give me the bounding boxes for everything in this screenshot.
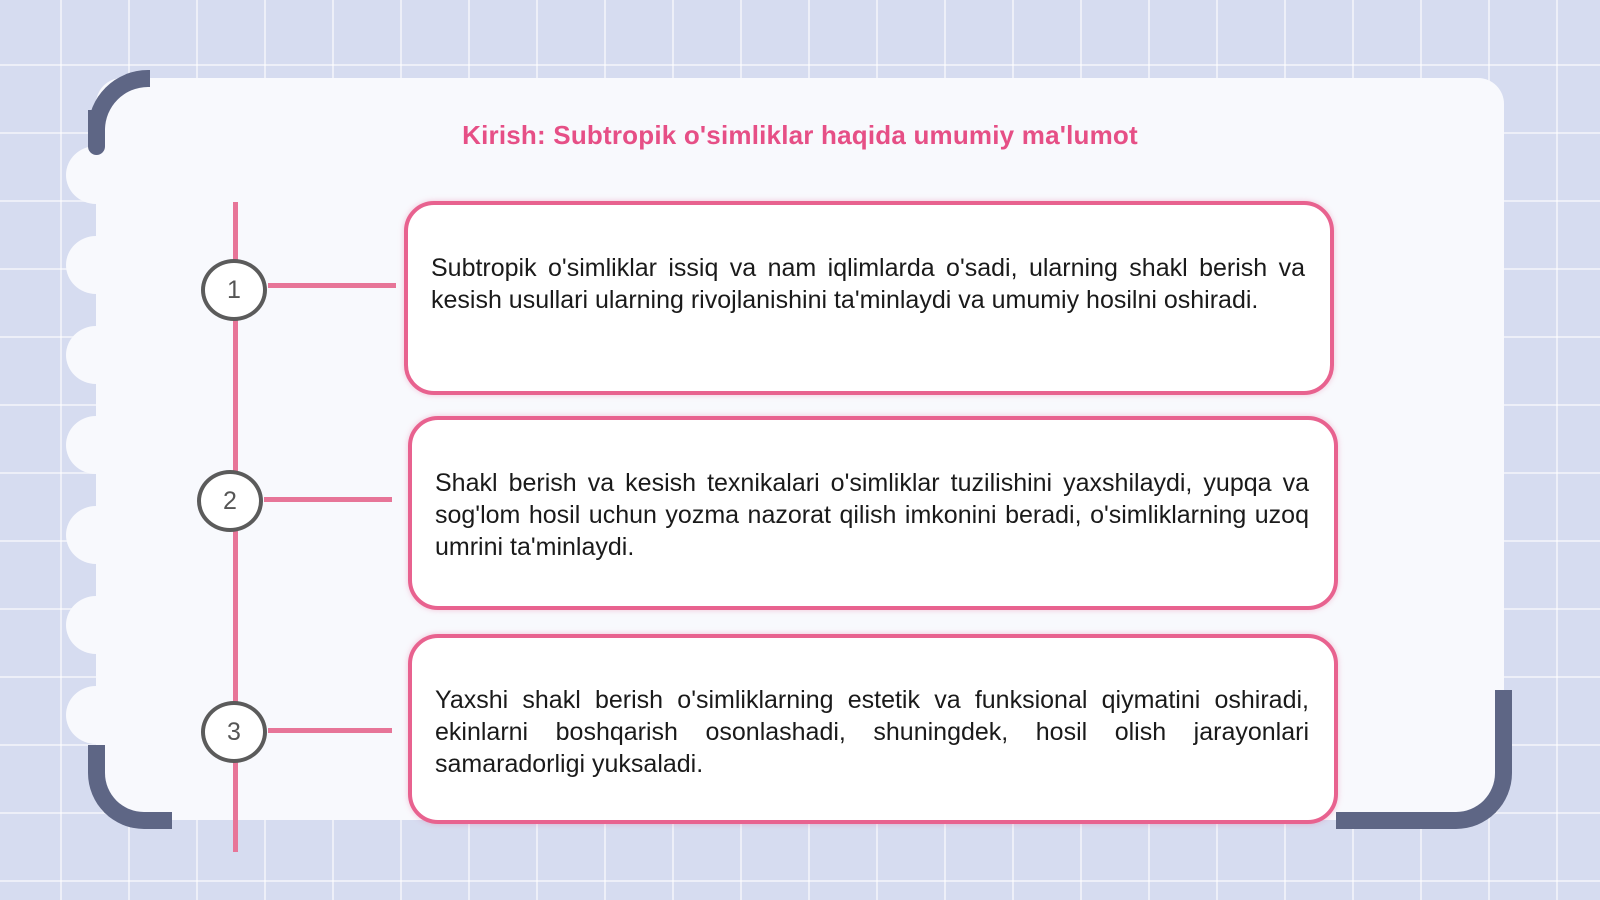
paper-tab: [66, 416, 126, 474]
frame-corner-bottom-right: [1336, 690, 1512, 829]
paper-tab: [66, 596, 126, 654]
timeline-connector-1: [268, 283, 396, 288]
timeline-connector-2: [264, 497, 392, 502]
timeline-connector-3: [268, 728, 392, 733]
paper-tab: [66, 236, 126, 294]
info-card-3-text: Yaxshi shakl berish o'simliklarning estetik va funksional qiymatini oshiradi, ekinlarni boshqarish osonlashadi, shuningdek, hosil olish jarayonlari samaradorligi yuksaladi.: [435, 686, 1309, 778]
step-number-1: 1: [201, 259, 267, 321]
frame-corner-top-left-stem: [88, 110, 105, 155]
paper-tab: [66, 326, 126, 384]
frame-corner-bottom-left: [88, 745, 172, 829]
info-card-1-text: Subtropik o'simliklar issiq va nam iqlimlarda o'sadi, ularning shakl berish va kesish usullari ularning rivojlanishini ta'minlaydi va umumiy hosilni oshiradi.: [431, 254, 1305, 314]
info-card-2-text: Shakl berish va kesish texnikalari o'simliklar tuzilishini yaxshilaydi, yupqa va sog'lom hosil uchun yozma nazorat qilish imkonini beradi, o'simliklarning uzoq umrini ta'minlaydi.: [435, 469, 1309, 561]
slide-title: Kirish: Subtropik o'simliklar haqida umumiy ma'lumot: [462, 120, 1138, 150]
paper-tab: [66, 506, 126, 564]
step-number-3: 3: [201, 701, 267, 763]
paper-tab: [66, 686, 126, 744]
step-number-2: 2: [197, 470, 263, 532]
